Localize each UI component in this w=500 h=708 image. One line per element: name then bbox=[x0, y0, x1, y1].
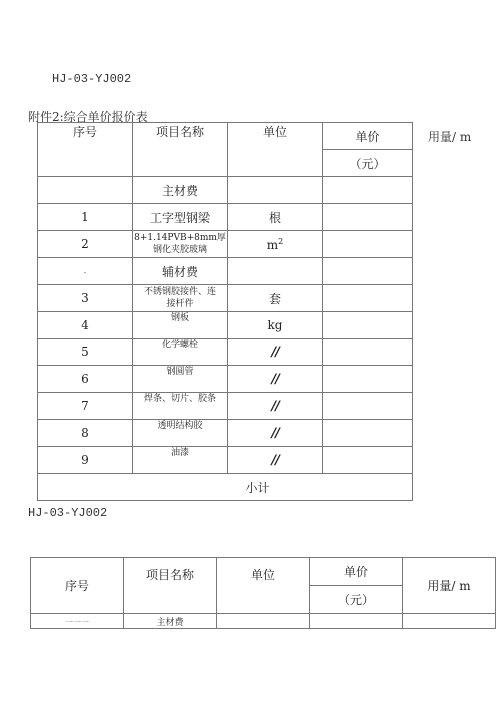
header-price: 单价 bbox=[323, 123, 413, 150]
table-row: 5 化学螺栓 // bbox=[38, 339, 413, 366]
table-row: 8 透明结构胶 // bbox=[38, 420, 413, 447]
table-row: 2 8+1.14PVB+8mm厚 钢化夹胶玻璃 $m^2$ bbox=[38, 231, 413, 258]
dash-mark: - bbox=[83, 268, 87, 277]
doc-code-top: HJ-03-YJ002 bbox=[52, 72, 132, 86]
header-unit: 单位 bbox=[228, 123, 323, 177]
qty-header-1: 用量/ m bbox=[428, 130, 472, 144]
table-row: 3 不锈钢胶接件、连 接杆件 套 bbox=[38, 285, 413, 312]
header-seq-2: 序号 bbox=[31, 558, 124, 614]
table-row: 9 油漆 // bbox=[38, 447, 413, 474]
header-seq: 序号 bbox=[38, 123, 133, 177]
table-row: 1 工字型钢梁 根 bbox=[38, 204, 413, 231]
header-price-2: 单价 bbox=[310, 558, 403, 586]
main-material-label: 主材费 bbox=[133, 177, 228, 204]
header-price-unit-2: （元） bbox=[310, 586, 403, 614]
aux-material-label: 辅材费 bbox=[133, 258, 228, 285]
table-row: 6 钢圆管 // bbox=[38, 366, 413, 393]
main-material-label-2: 主材费 bbox=[124, 614, 217, 629]
price-table-2 bbox=[30, 557, 496, 629]
header-qty-2: 用量/ m bbox=[403, 558, 496, 614]
subtotal-label: 小计 bbox=[228, 474, 413, 501]
price-table-1 bbox=[37, 122, 413, 501]
doc-code-mid: HJ-03-YJ002 bbox=[28, 506, 108, 520]
header-name-2: 项目名称 bbox=[124, 558, 217, 614]
header-price-unit: （元） bbox=[323, 150, 413, 177]
table-row: 4 钢板 kg bbox=[38, 312, 413, 339]
table-caption: 附件2:综合单价报价表 bbox=[28, 110, 148, 124]
header-unit-2: 单位 bbox=[217, 558, 310, 614]
header-name: 项目名称 bbox=[133, 123, 228, 177]
table-row: 7 焊条、切片、胶条 // bbox=[38, 393, 413, 420]
seq-mark: 一一一 bbox=[65, 618, 89, 627]
